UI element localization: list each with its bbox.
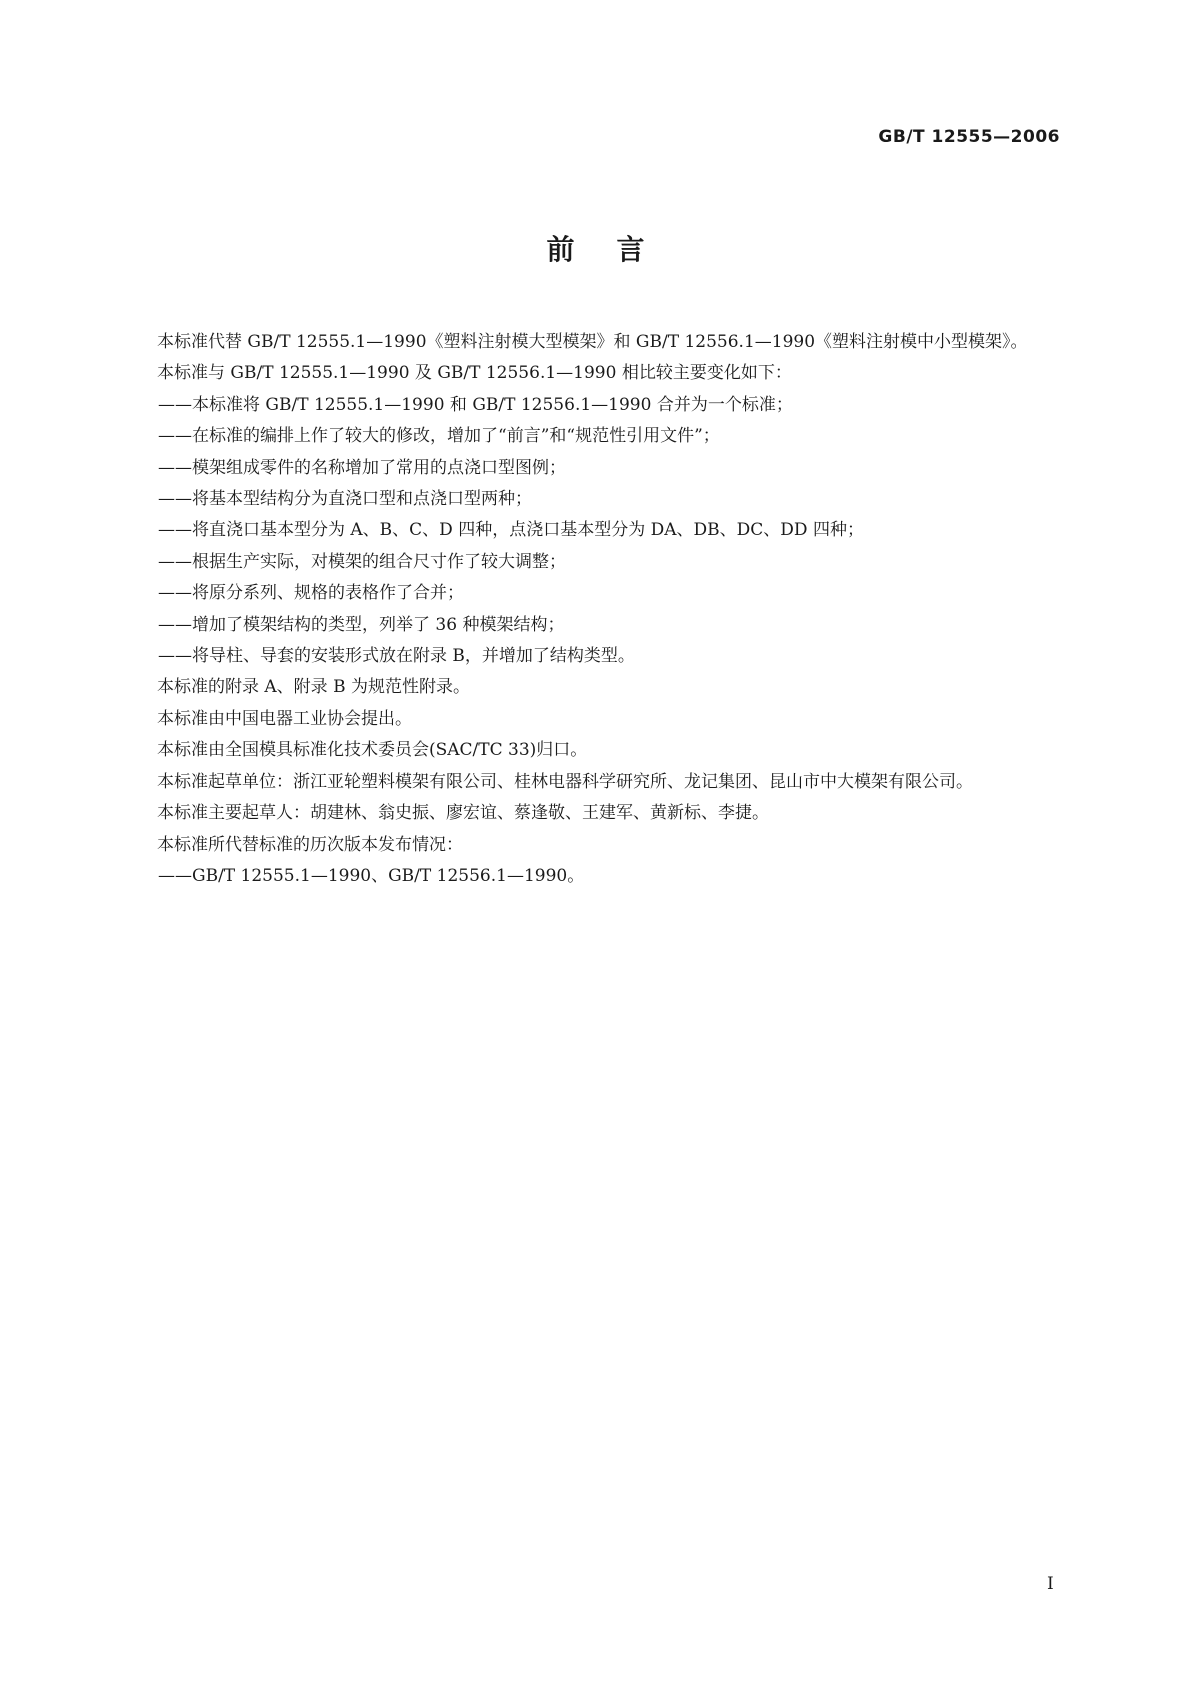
change-list-item: ——在标准的编排上作了较大的修改，增加了“前言”和“规范性引用文件”； (158, 426, 720, 447)
change-list-item: ——模架组成零件的名称增加了常用的点浇口型图例； (158, 457, 566, 478)
change-list-item: ——根据生产实际，对模架的组合尺寸作了较大调整； (158, 551, 566, 572)
paragraph: 本标准起草单位：浙江亚轮塑料模架有限公司、桂林电器科学研究所、龙记集团、昆山市中大模架有限公司。 (157, 771, 973, 792)
paragraph: 本标准代替 GB/T 12555.1—1990《塑料注射模大型模架》和 GB/T 12556.1—1990《塑料注射模中小型模架》。 (157, 332, 1028, 352)
paragraph: 本标准所代替标准的历次版本发布情况： (157, 834, 463, 855)
change-list-item: ——将原分系列、规格的表格作了合并； (158, 583, 464, 604)
history-list-item: ——GB/T 12555.1—1990、GB/T 12556.1—1990。 (158, 865, 585, 886)
page-number: I (1047, 1574, 1054, 1594)
change-list-item: ——将基本型结构分为直浇口型和点浇口型两种； (158, 489, 532, 510)
standard-code: GB/T 12555—2006 (878, 127, 1060, 147)
paragraph: 本标准与 GB/T 12555.1—1990 及 GB/T 12556.1—1990 相比较主要变化如下： (157, 363, 792, 384)
foreword-body (123, 327, 1068, 892)
page-title: 前言 (546, 233, 687, 266)
change-list-item: ——将导柱、导套的安装形式放在附录 B，并增加了结构类型。 (158, 646, 635, 667)
change-list-item: ——增加了模架结构的类型，列举了 36 种模架结构； (158, 614, 565, 635)
paragraph: 本标准由中国电器工业协会提出。 (157, 708, 412, 729)
paragraph: 本标准主要起草人：胡建林、翁史振、廖宏谊、蔡逢敬、王建军、黄新标、李捷。 (157, 803, 769, 824)
paragraph: 本标准的附录 A、附录 B 为规范性附录。 (157, 677, 470, 698)
paragraph: 本标准由全国模具标准化技术委员会(SAC/TC 33)归口。 (157, 740, 588, 761)
change-list-item: ——将直浇口基本型分为 A、B、C、D 四种，点浇口基本型分为 DA、DB、DC、DD 四种； (158, 520, 864, 541)
change-list-item: ——本标准将 GB/T 12555.1—1990 和 GB/T 12556.1—1990 合并为一个标准； (158, 394, 793, 415)
